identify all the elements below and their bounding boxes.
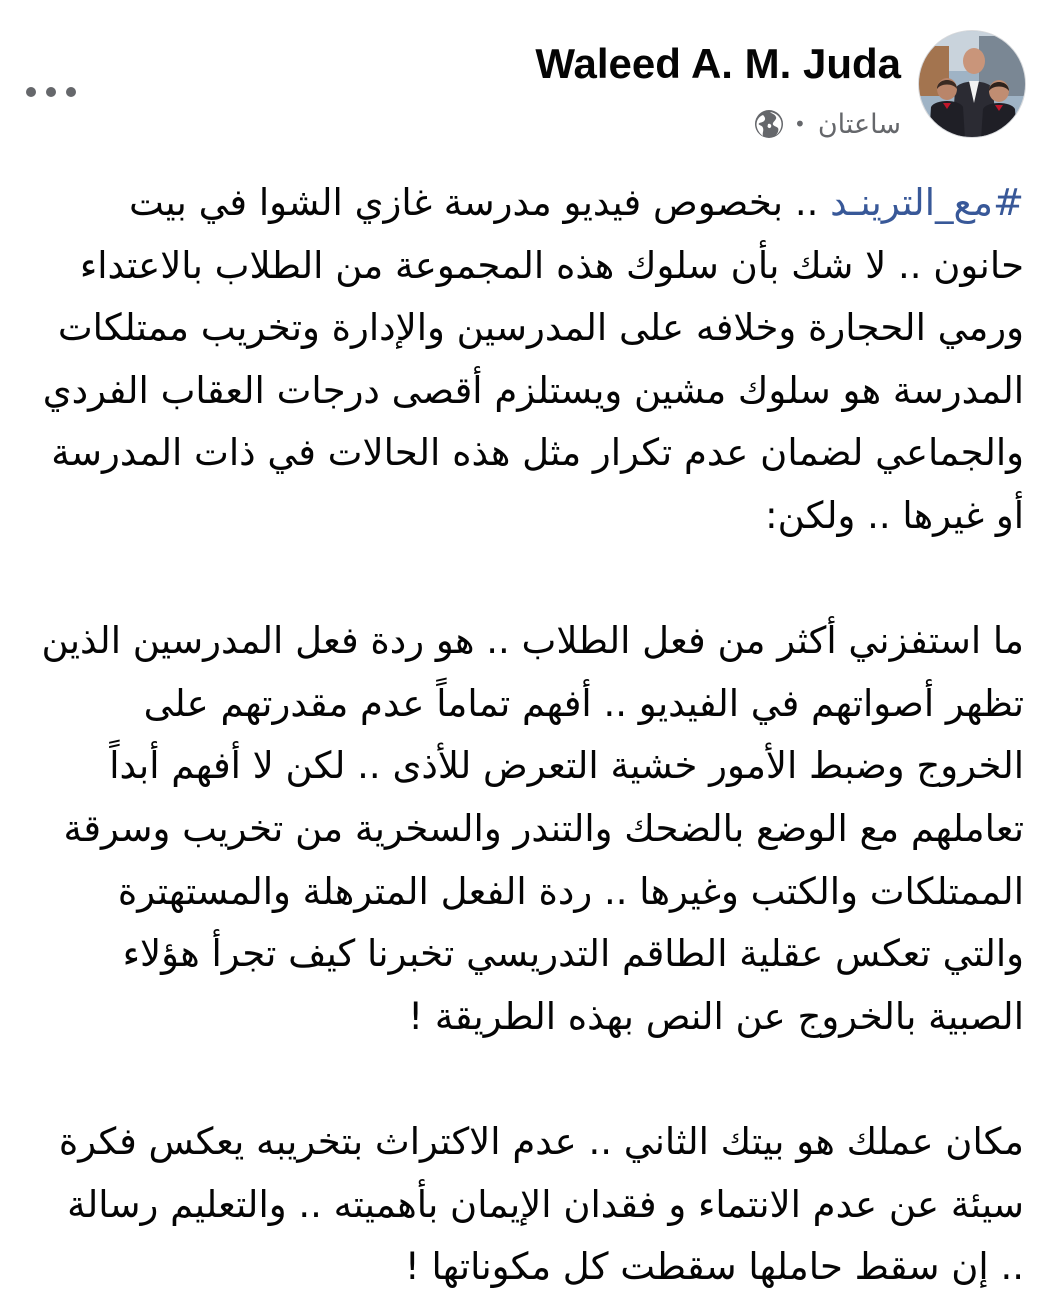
post-timestamp[interactable]: ساعتان [817,108,901,140]
author-name[interactable]: Waleed A. M. Juda [535,40,901,87]
avatar-photo [919,31,1026,138]
meta-separator: • [794,112,806,136]
post-meta [754,104,901,144]
globe-icon[interactable] [754,109,784,139]
more-dot [26,87,36,97]
post-text [34,172,1024,1299]
hashtag-link[interactable]: #مع_الترينـد [830,181,1024,224]
post-header [0,0,1055,160]
more-dot [46,87,56,97]
post-paragraph [34,172,1024,548]
paragraph-text: .. بخصوص فيديو مدرسة غازي الشوا في بيت حانون .. لا شك بأن سلوك هذه المجموعة من الطلاب بالاعتداء ورمي الحجارة وخلافه على المدرسين والإدارة وتخريب ممتلكات المدرسة هو سلوك مشين ويستلزم أقصى درجات العقاب الفردي والجماعي لضمان عدم تكرار مثل هذه الحالات في ذات المدرسة أو غيرها .. ولكن: [42,181,1024,537]
author-avatar[interactable] [918,30,1026,138]
post-paragraph: ما استفزني أكثر من فعل الطلاب .. هو ردة فعل المدرسين الذين تظهر أصواتهم في الفيديو .. أفهم تماماً عدم مقدرتهم على الخروج وضبط الأمور خشية التعرض للأذى .. لكن لا أفهم أبداً تعاملهم مع الوضع بالضحك والتندر والسخرية من تخريب وسرقة الممتلكات والكتب وغيرها .. ردة الفعل المترهلة والمستهترة والتي تعكس عقلية الطاقم التدريسي تخبرنا كيف تجرأ هؤلاء الصبية بالخروج عن النص بهذه الطريقة ! [41,619,1024,1038]
more-dot [66,87,76,97]
post-paragraph: مكان عملك هو بيتك الثاني .. عدم الاكتراث بتخريبه يعكس فكرة سيئة عن عدم الانتماء و فقدان الإيمان بأهميته .. والتعليم رسالة .. إن سقط حاملها سقطت كل مكوناتها ! [58,1119,1024,1289]
more-options-button[interactable] [26,80,76,104]
